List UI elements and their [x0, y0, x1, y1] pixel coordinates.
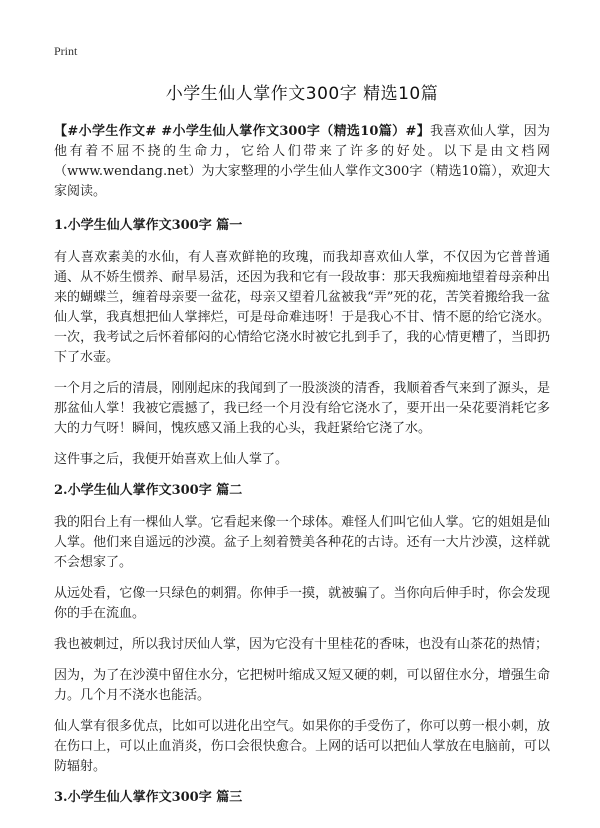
- paragraph: 这件事之后，我便开始喜欢上仙人掌了。: [54, 452, 289, 467]
- section-1: [54, 216, 550, 470]
- paragraph: 一个月之后的清晨，刚刚起床的我闻到了一股淡淡的清香，我顺着香气来到了源头，是那盆仙人掌！我被它震撼了，我已经一个月没有给它浇水了，要开出一朵花要消耗它多大的力气呀！瞬间，愧疚感又涌上我的心头，我赶紧给它浇了水。: [54, 381, 550, 436]
- paragraph: 从远处看，它像一只绿色的刺猬。你伸手一摸，就被骗了。当你向后伸手时，你会发现你的手在流血。: [54, 586, 550, 621]
- paragraph: 因为，为了在沙漠中留住水分，它把树叶缩成又短又硬的刺，可以留住水分，增强生命力。几个月不浇水也能活。: [54, 668, 550, 703]
- section-heading: 1.小学生仙人掌作文300字 篇一: [54, 218, 243, 233]
- page-title: 小学生仙人掌作文300字 精选10篇: [165, 84, 439, 104]
- intro-paragraph: [54, 122, 550, 202]
- paragraph: 仙人掌有很多优点，比如可以进化出空气。如果你的手受伤了，你可以剪一根小刺，放在伤口上，可以止血消炎，伤口会很快愈合。上网的话可以把仙人掌放在电脑前，可以防辐射。: [54, 719, 550, 774]
- section-heading: 3.小学生仙人掌作文300字 篇三: [54, 790, 243, 805]
- print-link[interactable]: Print: [54, 44, 78, 58]
- section-heading: 2.小学生仙人掌作文300字 篇二: [54, 483, 243, 498]
- paragraph: 我的阳台上有一棵仙人掌。它看起来像一个球体。难怪人们叫它仙人掌。它的姐姐是仙人掌。他们来自遥远的沙漠。盆子上刻着赞美各种花的古诗。还有一大片沙漠，这样就不会想家了。: [54, 515, 550, 570]
- paragraph: 有人喜欢素美的水仙，有人喜欢鲜艳的玫瑰，而我却喜欢仙人掌，不仅因为它普普通通、从不娇生惯养、耐旱易活，还因为我和它有一段故事：那天我痴痴地望着母亲种出来的蝴蝶兰，缠着母亲要一盆花，母亲又望着几盆被我“弄”死的花，苦笑着搬给我一盆仙人掌，我真想把仙人掌摔烂，可是母命难违呀！于是我心不甘、情不愿的给它浇水。一次，我考试之后怀着郁闷的心情给它浇水时被它扎到手了，我的心情更糟了，当即扔下了水壶。: [54, 250, 550, 365]
- section-3: [54, 788, 550, 808]
- intro-text: 我喜欢仙人掌，因为他有着不屈不挠的生命力，它给人们带来了许多的好处。以下是由文档网（www.wendang.net）为大家整理的小学生仙人掌作文300字（精选10篇），欢迎大家阅读。: [54, 124, 550, 199]
- intro-tag: 【#小学生作文# #小学生仙人掌作文300字（精选10篇）#】: [54, 124, 431, 139]
- paragraph: 我也被刺过，所以我讨厌仙人掌，因为它没有十里桂花的香味，也没有山茶花的热情；: [54, 637, 549, 652]
- section-2: [54, 481, 550, 777]
